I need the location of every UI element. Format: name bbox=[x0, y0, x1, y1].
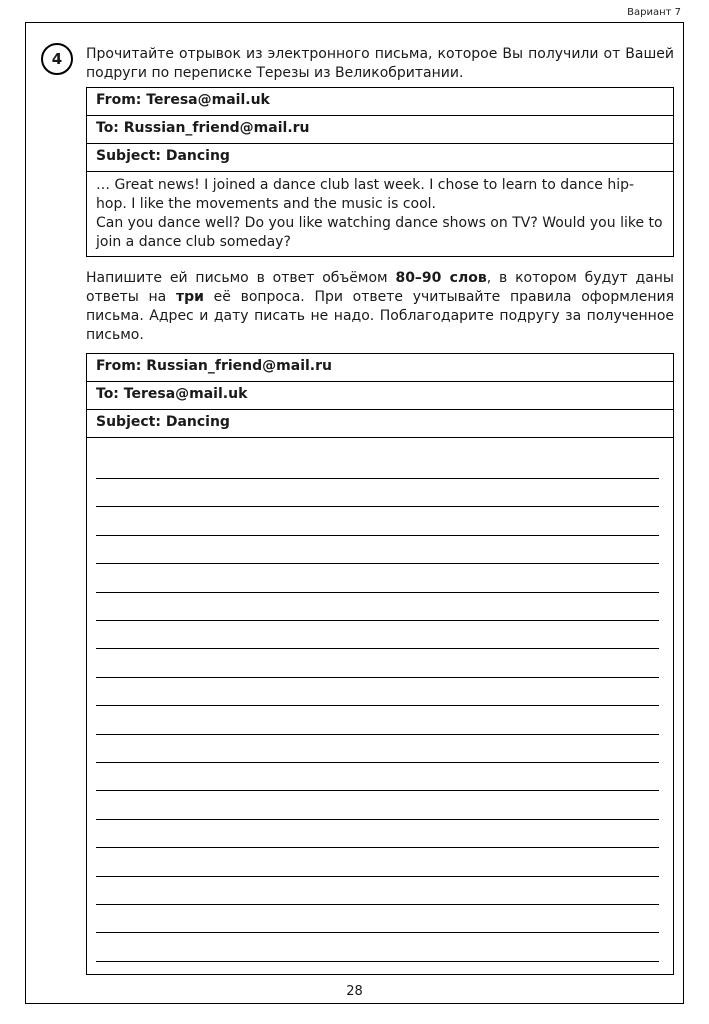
answer-line bbox=[96, 734, 659, 735]
answer-line bbox=[96, 592, 659, 593]
incoming-from: From: Teresa@mail.uk bbox=[87, 88, 673, 116]
reply-form bbox=[86, 353, 674, 975]
instruction-three: три bbox=[175, 289, 204, 305]
answer-line bbox=[96, 876, 659, 877]
task-number-badge: 4 bbox=[41, 43, 73, 75]
answer-line bbox=[96, 705, 659, 706]
page-number: 28 bbox=[346, 984, 363, 999]
incoming-to: To: Russian_friend@mail.ru bbox=[87, 116, 673, 144]
incoming-body bbox=[87, 172, 673, 256]
incoming-subject: Subject: Dancing bbox=[87, 144, 673, 172]
answer-line bbox=[96, 847, 659, 848]
answer-line bbox=[96, 904, 659, 905]
instruction-part-1: Напишите ей письмо в ответ объёмом bbox=[86, 270, 396, 286]
answer-line bbox=[96, 961, 659, 962]
task-intro: Прочитайте отрывок из электронного письма, которое Вы получили от Вашей подруги по переписке Терезы из Великобритании. bbox=[86, 46, 674, 81]
reply-subject: Subject: Dancing bbox=[87, 410, 673, 438]
reply-to: To: Teresa@mail.uk bbox=[87, 382, 673, 410]
answer-line bbox=[96, 677, 659, 678]
answer-line bbox=[96, 819, 659, 820]
answer-line bbox=[96, 535, 659, 536]
answer-line bbox=[96, 563, 659, 564]
answer-area[interactable] bbox=[87, 438, 673, 974]
incoming-body-paragraph-2: Can you dance well? Do you like watching dance shows on TV? Would you like to join a dance club someday? bbox=[96, 215, 663, 250]
task-instruction bbox=[86, 269, 674, 345]
instruction-part-2: , в котором будут даны ответы на bbox=[86, 270, 674, 305]
instruction-part-3: её вопроса. При ответе учитывайте правила оформления письма. Адрес и дату писать не надо. Поблагодарите подругу за полученное письмо. bbox=[86, 289, 675, 343]
answer-line bbox=[96, 790, 659, 791]
answer-line bbox=[96, 762, 659, 763]
instruction-word-count: 80–90 слов bbox=[395, 270, 487, 286]
reply-from: From: Russian_friend@mail.ru bbox=[87, 354, 673, 382]
answer-line bbox=[96, 506, 659, 507]
answer-line bbox=[96, 648, 659, 649]
variant-label: Вариант 7 bbox=[627, 7, 681, 18]
incoming-body-paragraph-1: … Great news! I joined a dance club last week. I chose to learn to dance hip-hop. I like the movements and the music is cool. bbox=[96, 177, 635, 212]
answer-line bbox=[96, 478, 659, 479]
answer-line bbox=[96, 932, 659, 933]
answer-line bbox=[96, 620, 659, 621]
incoming-email bbox=[86, 87, 674, 257]
